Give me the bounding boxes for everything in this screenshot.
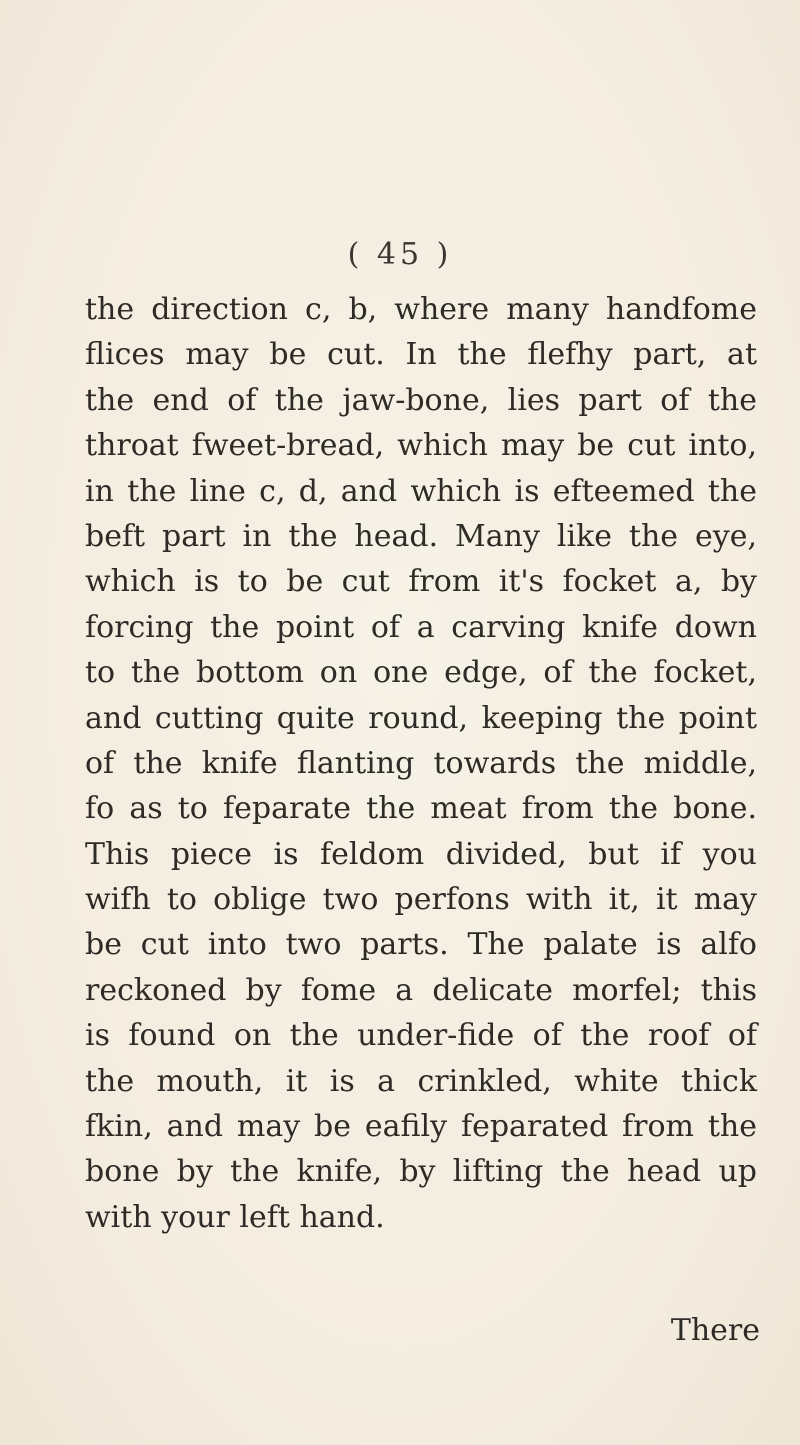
text-line: This piece is feldom divided, but if you: [85, 836, 757, 872]
text-line: flices may be cut. In the flefhy part, at: [85, 337, 757, 373]
text-line: the end of the jaw-bone, lies part of the: [85, 382, 757, 418]
text-line: with your left hand.: [85, 1199, 385, 1235]
catchword: There: [670, 1313, 760, 1348]
text-line: the mouth, it is a crinkled, white thick: [85, 1063, 757, 1099]
text-line: the direction c, b, where many handfome: [85, 292, 757, 327]
text-line: beft part in the head. Many like the eye,: [85, 518, 757, 554]
text-line: which is to be cut from it's focket a, by: [85, 564, 757, 600]
text-line: is found on the under-fide of the roof of: [85, 1018, 757, 1054]
text-line: to the bottom on one edge, of the focket,: [85, 655, 757, 691]
text-line: reckoned by fome a delicate morfel; this: [85, 972, 757, 1008]
text-line: fkin, and may be eafily feparated from the: [85, 1109, 757, 1145]
page-number: ( 45 ): [347, 237, 453, 272]
text-line: and cutting quite round, keeping the point: [85, 700, 757, 736]
text-line: be cut into two parts. The palate is alfo: [85, 927, 757, 963]
text-line: throat fweet-bread, which may be cut into,: [85, 428, 757, 464]
text-line: forcing the point of a carving knife down: [85, 609, 757, 645]
body-text: [85, 287, 757, 1240]
text-line: wifh to oblige two perfons with it, it may: [85, 882, 757, 918]
text-line: fo as to feparate the meat from the bone.: [85, 791, 757, 827]
text-line: in the line c, d, and which is efteemed the: [85, 473, 757, 509]
text-line: of the knife flanting towards the middle,: [85, 745, 757, 781]
text-line: bone by the knife, by lifting the head up: [85, 1154, 757, 1190]
